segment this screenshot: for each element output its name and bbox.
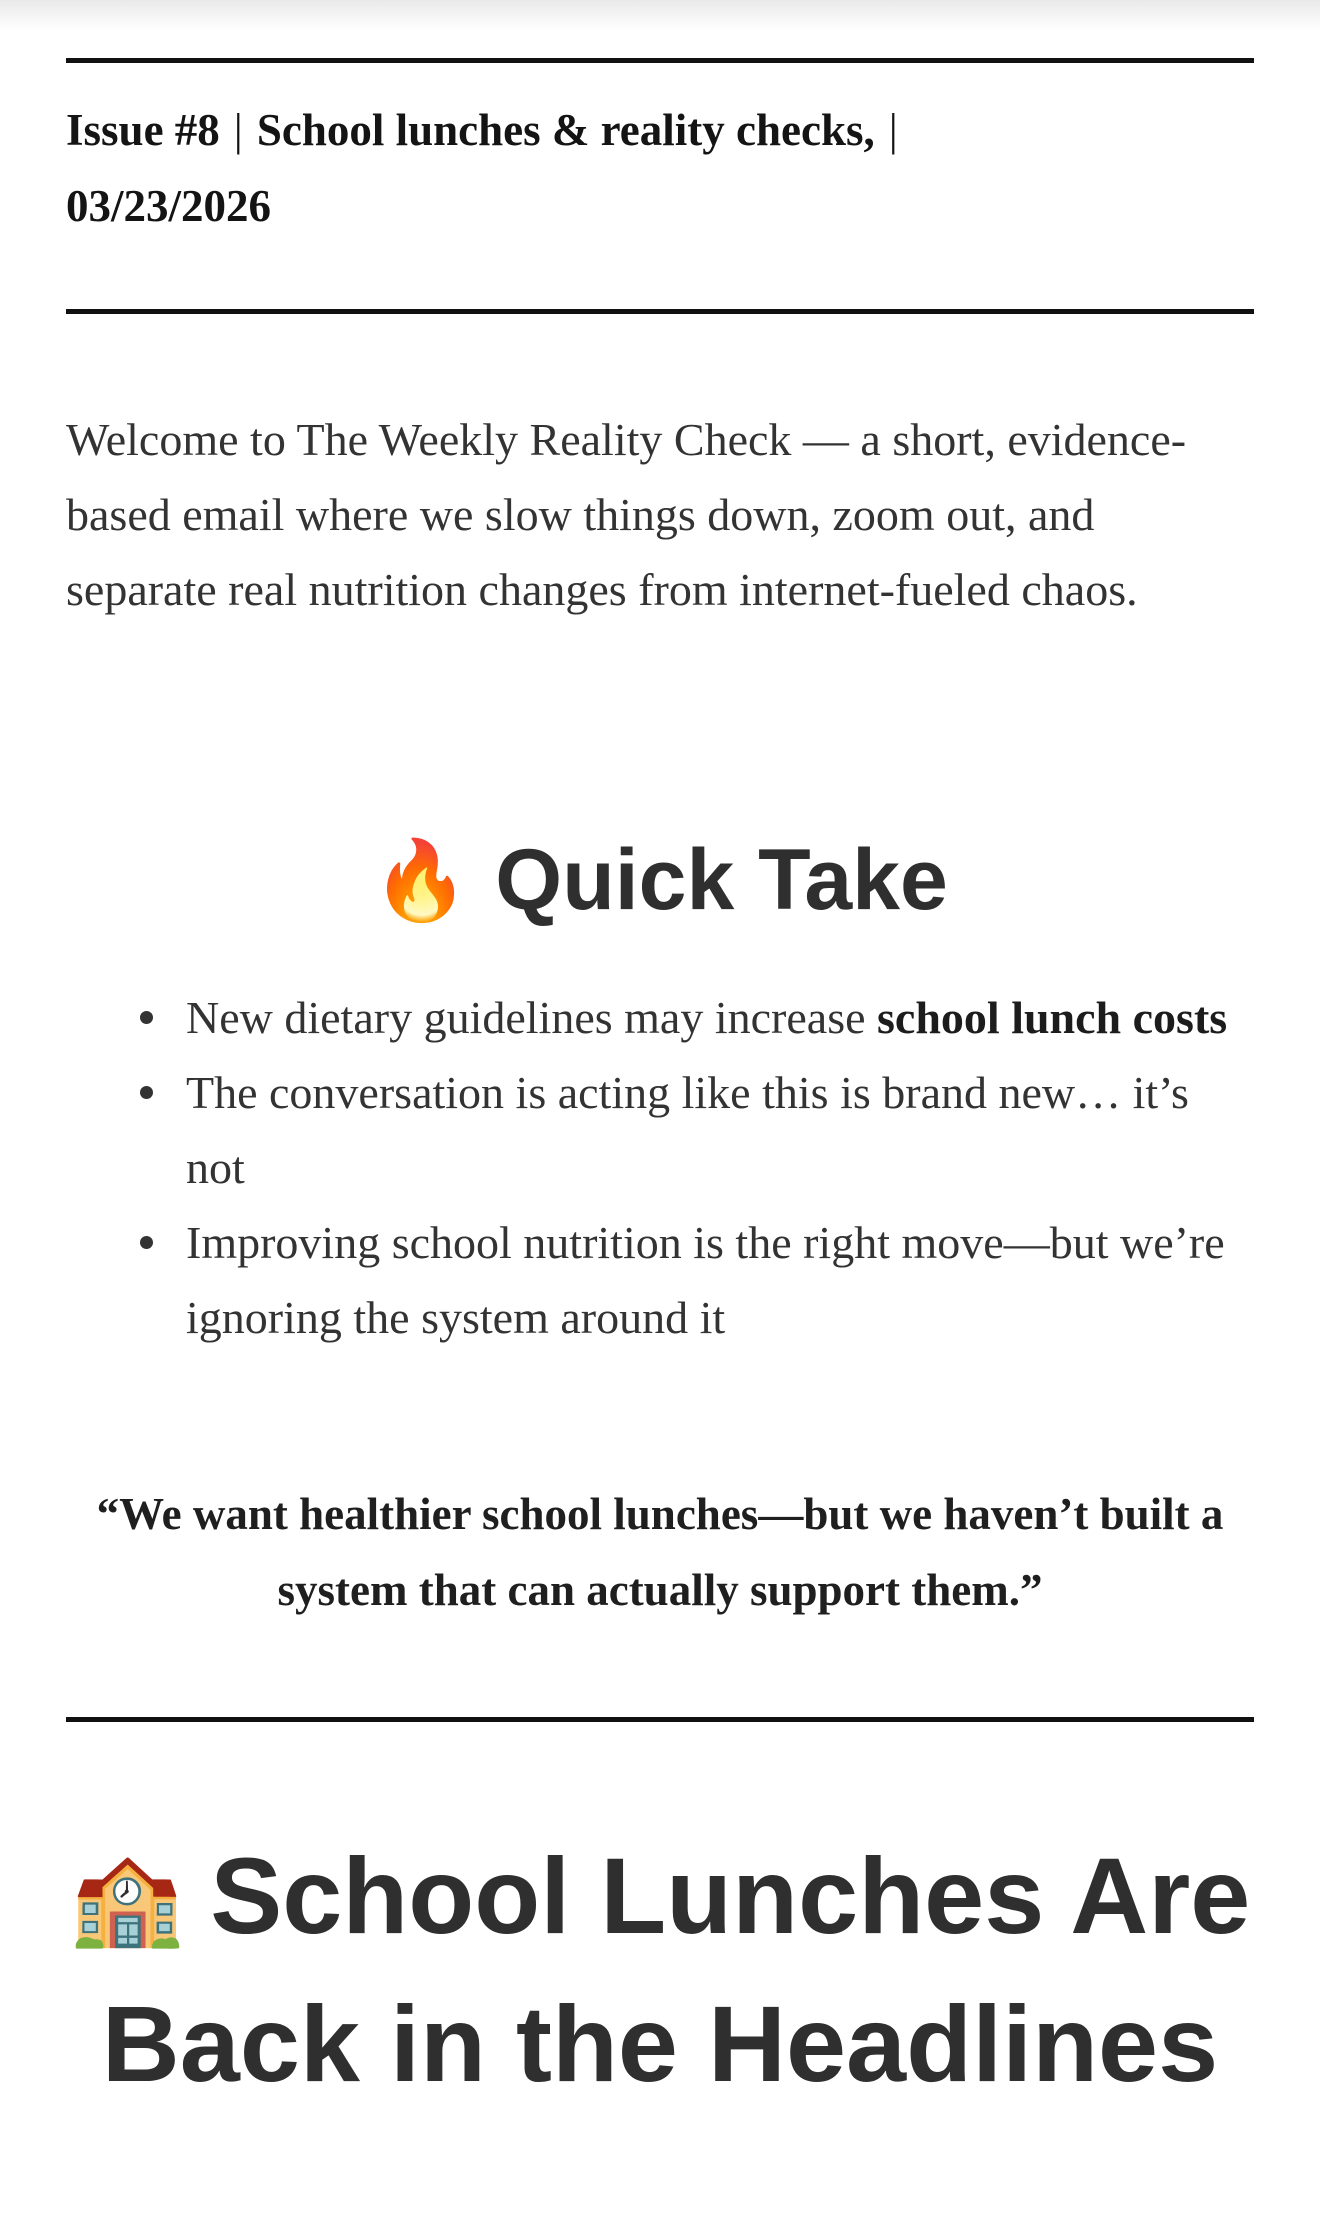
- quick-take-title: Quick Take: [495, 832, 948, 928]
- section-title: School Lunches Are Back in the Headlines: [101, 1835, 1251, 2105]
- fire-icon: 🔥: [372, 836, 470, 925]
- list-item: The conversation is acting like this is brand new… it’s not: [186, 1055, 1254, 1205]
- bullet-bold-text: school lunch costs: [877, 992, 1228, 1043]
- top-shade: [0, 0, 1320, 30]
- issue-date: 03/23/2026: [66, 181, 272, 231]
- section-heading: [66, 1826, 1254, 2114]
- issue-header: [66, 92, 1166, 244]
- pull-quote: “We want healthier school lunches—but we haven’t built a system that can actually support them.”: [96, 1489, 1224, 1615]
- issue-number: Issue #8: [66, 105, 220, 155]
- school-building-icon: 🏫: [69, 1847, 185, 1950]
- issue-subject: School lunches & reality checks,: [256, 105, 875, 155]
- issue-separator: |: [233, 105, 243, 155]
- quick-take-heading: [66, 825, 1254, 941]
- header-top-rule: [66, 58, 1254, 63]
- list-item: [186, 980, 1254, 1055]
- section-divider: [66, 1717, 1254, 1722]
- quick-take-list: [66, 980, 1254, 1355]
- header-bottom-rule: [66, 309, 1254, 314]
- bullet-text: New dietary guidelines may increase: [186, 992, 878, 1043]
- intro-paragraph: Welcome to The Weekly Reality Check — a short, evidence-based email where we slow things down, zoom out, and separate real nutrition changes from internet-fueled chaos.: [66, 414, 1187, 615]
- issue-separator: |: [888, 105, 898, 155]
- list-item: Improving school nutrition is the right move—but we’re ignoring the system around it: [186, 1205, 1254, 1355]
